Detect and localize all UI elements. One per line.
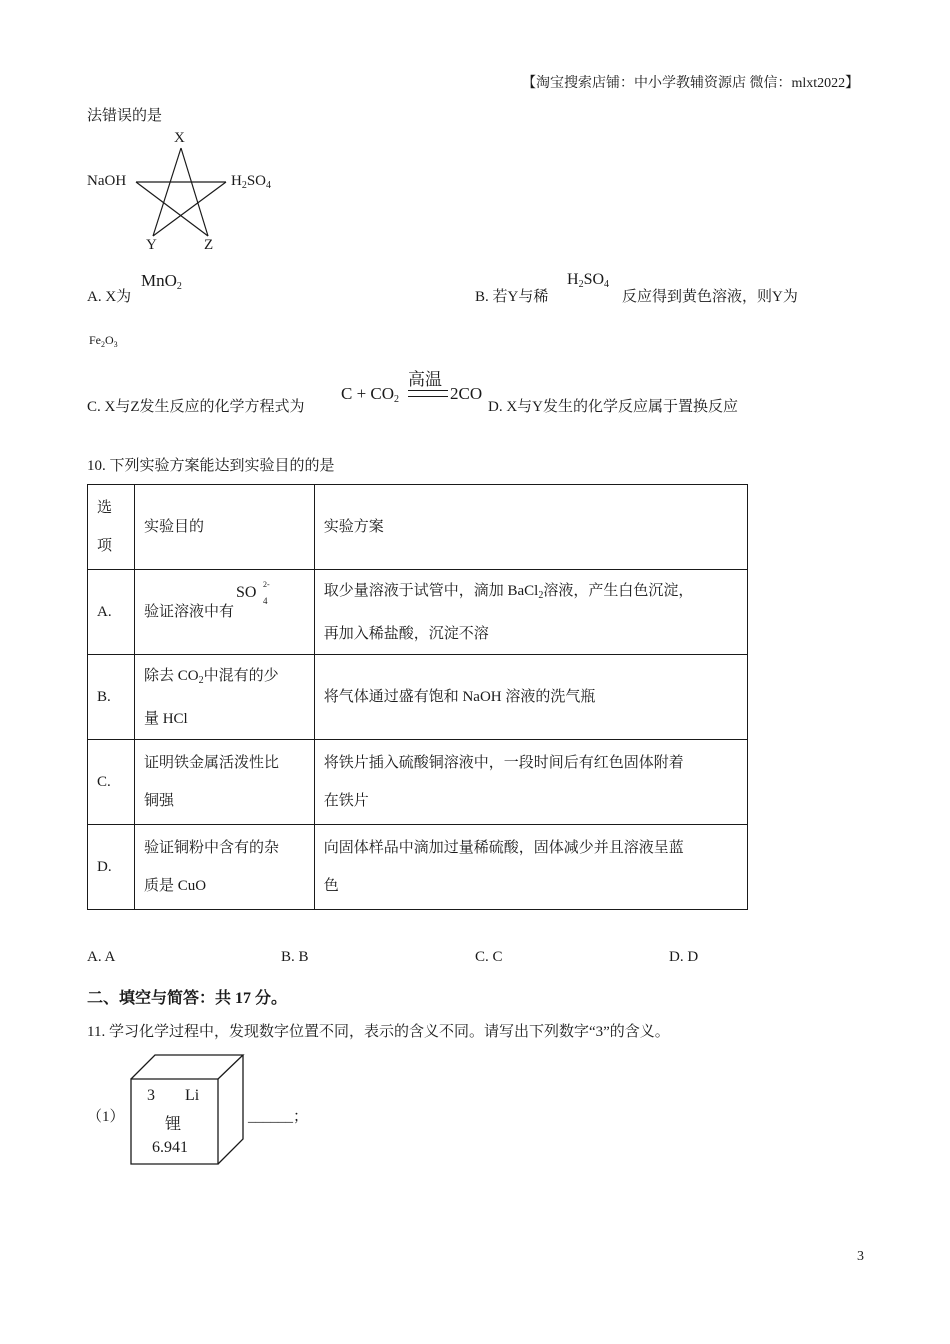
q9-stem-tail: 法错误的是: [87, 108, 163, 124]
star-label-y: Y: [146, 237, 157, 253]
q10-answer-a: A. A: [87, 949, 116, 965]
row-b-plan: 将气体通过盛有饱和 NaOH 溶液的洗气瓶: [314, 655, 747, 740]
q9-option-c-equation-right: 2CO: [450, 384, 483, 403]
row-c-goal: 证明铁金属活泼性比 铜强: [134, 740, 314, 825]
q9-option-b-formula: $H_2SO_4$: [567, 271, 610, 290]
q9-star-diagram: [86, 128, 286, 258]
q9-option-b-tail: 反应得到黄色溶液，则Y为: [622, 289, 798, 305]
element-symbol: Li: [185, 1087, 200, 1104]
row-d-goal: 验证铜粉中含有的杂 质是 CuO: [134, 825, 314, 910]
row-a-option: A.: [88, 570, 135, 655]
q9-option-d: D. X与Y发生的化学反应属于置换反应: [488, 399, 738, 415]
header-plan: 实验方案: [314, 485, 747, 570]
q10-table: [87, 484, 748, 910]
element-atomic-mass: 6.941: [152, 1139, 188, 1156]
q11-stem: 11. 学习化学过程中，发现数字位置不同，表示的含义不同。请写出下列数字“3”的含义。: [87, 1024, 670, 1040]
header-goal: 实验目的: [134, 485, 314, 570]
q9-option-b: B. 若Y与稀: [475, 289, 549, 305]
page-header: 【淘宝搜索店铺：中小学教辅资源店 微信：mlxt2022】: [522, 76, 860, 91]
star-label-h2so4: $H_2SO_4$: [231, 173, 272, 191]
q11-part1-label: （1）: [87, 1109, 125, 1125]
table-header-row: [88, 485, 748, 570]
table-row: [88, 570, 748, 655]
page-number: 3: [857, 1249, 864, 1264]
row-b-goal: 除去 $CO_2$中混有的少 量 HCl: [134, 655, 314, 740]
star-label-naoh: NaOH: [87, 173, 127, 189]
q9-option-c-equals: [408, 390, 448, 397]
element-cube: [128, 1052, 250, 1167]
row-b-option: B.: [88, 655, 135, 740]
q10-answer-d: D. D: [669, 949, 699, 965]
q10-answer-c: C. C: [475, 949, 503, 965]
q11-blank: ______；: [248, 1109, 309, 1125]
q10-stem: 10. 下列实验方案能达到实验目的的是: [87, 458, 335, 474]
q9-option-c: C. X与Z发生反应的化学方程式为: [87, 399, 305, 415]
q9-option-a: A. X为: [87, 289, 132, 305]
star-label-x: X: [174, 130, 185, 146]
q10-answer-b: B. B: [281, 949, 309, 965]
q9-option-c-condition: 高温: [408, 370, 442, 389]
star-lines: [86, 128, 286, 258]
row-d-option: D.: [88, 825, 135, 910]
row-d-plan: 向固体样品中滴加过量稀硫酸，固体减少并且溶液呈蓝 色: [314, 825, 747, 910]
section-2-title: 二、填空与简答：共 17 分。: [87, 990, 288, 1007]
q9-option-a-formula: MnO$_2$: [141, 271, 182, 292]
table-row: [88, 655, 748, 740]
element-atomic-number: 3: [147, 1087, 155, 1104]
element-name: 锂: [165, 1116, 182, 1133]
header-option: 选 项: [88, 485, 135, 570]
row-a-goal: 验证溶液中有 SO 2- 4: [134, 570, 314, 655]
q9-option-c-equation-left: $C + CO_2$: [341, 384, 400, 405]
table-row: [88, 740, 748, 825]
table-row: [88, 825, 748, 910]
row-c-option: C.: [88, 740, 135, 825]
cube-outline: [128, 1052, 250, 1167]
q9-option-b-fe2o3: $Fe_2O_3$: [89, 333, 118, 349]
row-c-plan: 将铁片插入硫酸铜溶液中，一段时间后有红色固体附着 在铁片: [314, 740, 747, 825]
star-label-z: Z: [204, 237, 214, 253]
row-a-plan: 取少量溶液于试管中，滴加 BaCl$_2$溶液，产生白色沉淀， 再加入稀盐酸，沉淀不溶: [314, 570, 747, 655]
